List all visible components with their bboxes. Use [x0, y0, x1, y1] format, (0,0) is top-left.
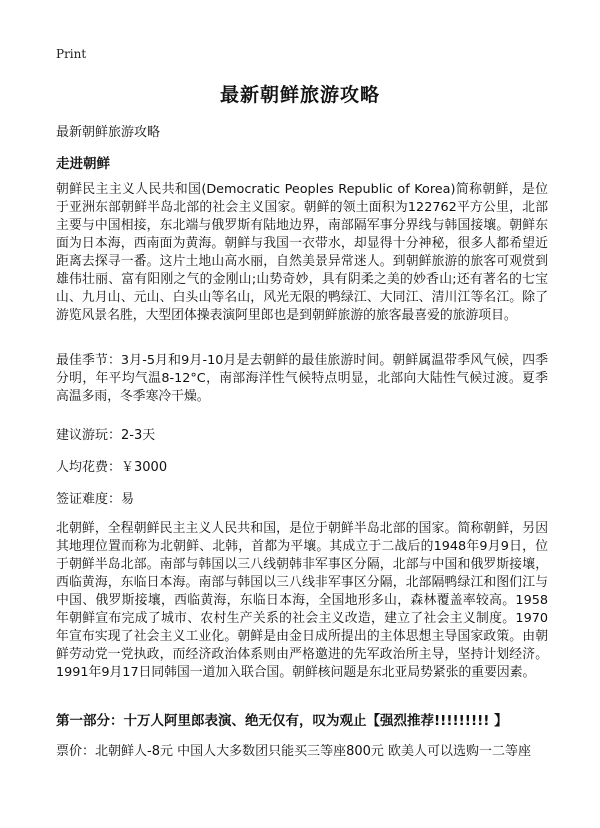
history-paragraph: 北朝鲜，全程朝鲜民主主义人民共和国，是位于朝鲜半岛北部的国家。简称朝鲜，另因其地理位置而称为北朝鲜、北韩，首都为平壤。其成立于二战后的1948年9月9日，位于朝鲜半岛北部。南部与韩国以三八线朝韩非军事区分隔，北部与中国和俄罗斯接壤，西临黄海，东临日本海。南部与韩国以三八线非军事区分隔，北部隔鸭绿江和图们江与中国、俄罗斯接壤，西临黄海，东临日本海，全国地形多山，森林覆盖率较高。1958年朝鲜宣布完成了城市、农村生产关系的社会主义改造，建立了社会主义制度。1970年宣布实现了社会主义工业化。朝鲜是由金日成所提出的主体思想主导国家政策。由朝鲜劳动党一党执政，而经济政治体系则由严格邀进的先军政治所主导，坚持计划经济。1991年9月17日同韩国一道加入联合国。朝鲜核问题是东北亚局势紧张的重要因素。: [56, 521, 548, 680]
cost-per-person: 人均花费：￥3000: [56, 460, 168, 475]
print-link[interactable]: Print: [56, 47, 87, 61]
intro-paragraph: 朝鲜民主主义人民共和国(Democratic Peoples Republic of Korea)简称朝鲜，是位于亚洲东部朝鲜半岛北部的社会主义国家。朝鲜的领土面积为122762平方公里，北部主要与中国相接，东北端与俄罗斯有陆地边界，南部隔军事分界线与韩国接壤。朝鲜东面为日本海，西南面为黄海。朝鲜与我国一衣带水，却显得十分神秘，很多人都希望近距离去探寻一番。这片土地山高水丽，自然美景异常迷人。到朝鲜旅游的旅客可观赏到雄伟壮丽、富有阳刚之气的金刚山;山势奇妙，具有阴柔之美的妙香山;还有著名的七宝山、九月山、元山、白头山等名山，风光无限的鸭绿江、大同江、清川江等名江。除了游览风景名胜，大型团体操表演阿里郎也是到朝鲜旅游的旅客最喜爱的旅游项目。: [56, 182, 548, 323]
ticket-price-line: 票价：北朝鲜人-8元 中国人大多数团只能买三等座800元 欧美人可以选购一二等座: [56, 744, 532, 759]
article-subtitle: 最新朝鲜旅游攻略: [56, 125, 161, 140]
suggested-duration: 建议游玩：2-3天: [56, 428, 156, 443]
visa-difficulty: 签证难度：易: [56, 492, 135, 507]
season-paragraph: 最佳季节：3月-5月和9月-10月是去朝鲜的最佳旅游时间。朝鲜属温带季风气候，四季分明，年平均气温8-12°C，南部海洋性气候特点明显，北部向大陆性气候过渡。夏季高温多雨，冬季寒冷干燥。: [56, 353, 548, 404]
section-heading-arirang: 第一部分：十万人阿里郎表演、绝无仅有，叹为观止【强烈推荐!!!!!!!!! 】: [56, 713, 508, 729]
page-title: 最新朝鲜旅游攻略: [219, 84, 380, 106]
section-heading-intro: 走进朝鲜: [56, 156, 110, 172]
